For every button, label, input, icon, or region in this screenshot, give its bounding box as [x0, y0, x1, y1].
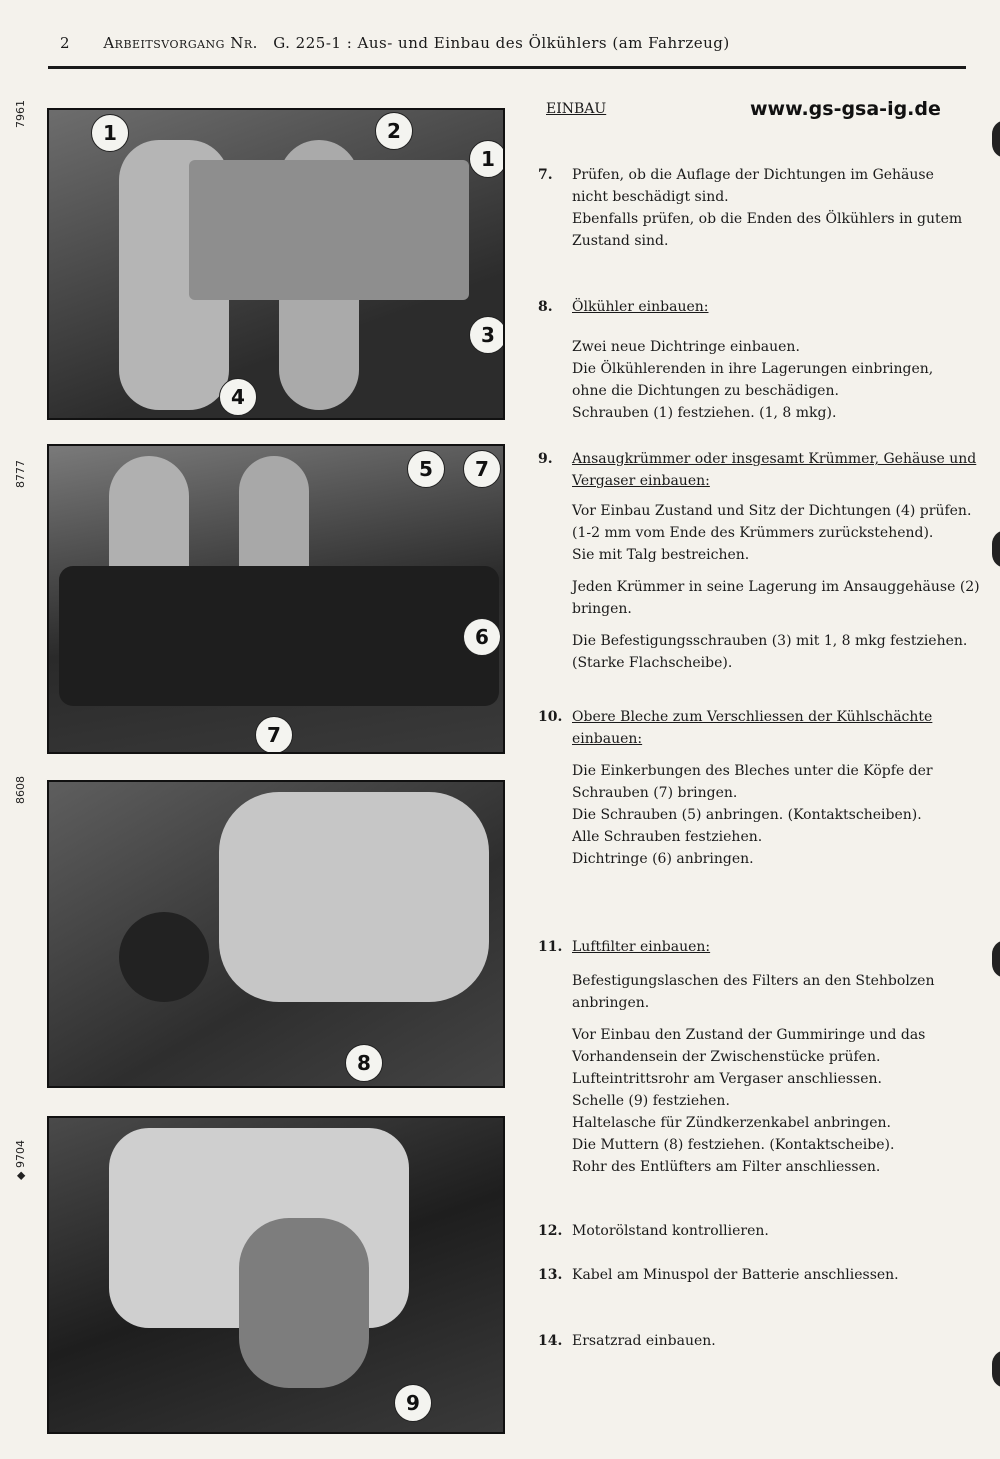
step-number: 13.: [538, 1267, 563, 1283]
callout: 6: [463, 618, 501, 656]
step-number: 14.: [538, 1333, 563, 1349]
step-item: [538, 448, 990, 684]
step-text: (1-2 mm vom Ende des Krümmers zurückstehend).: [572, 525, 934, 541]
callout: 9: [394, 1384, 432, 1422]
step-text: Die Schrauben (5) anbringen. (Kontaktscheiben).: [572, 807, 922, 823]
step-item: [538, 296, 990, 424]
photo-cooling-covers: [47, 444, 505, 754]
step-item: [538, 1330, 990, 1352]
step-text: Motorölstand kontrollieren.: [572, 1223, 769, 1239]
page-number: 2: [60, 34, 71, 52]
step-text: Ersatzrad einbauen.: [572, 1333, 716, 1349]
step-number: 9.: [538, 451, 553, 467]
photo-id: 8777: [14, 460, 27, 488]
step-text: (Starke Flachscheibe).: [572, 655, 733, 671]
step-text: Schrauben (1) festziehen. (1, 8 mkg).: [572, 405, 837, 421]
photo-id: ◆ 9704: [14, 1140, 27, 1180]
step-item: [538, 936, 990, 1188]
step-text: Lufteintrittsrohr am Vergaser anschliessen.: [572, 1071, 882, 1087]
callout: 7: [463, 450, 501, 488]
step-number: 12.: [538, 1223, 563, 1239]
site-url[interactable]: www.gs-gsa-ig.de: [750, 98, 941, 120]
step-title: Ölkühler einbauen:: [572, 299, 709, 315]
step-title: Ansaugkrümmer oder insgesamt Krümmer, Gehäuse und Vergaser einbauen:: [572, 451, 977, 489]
callout: 1: [469, 140, 505, 178]
step-item: [538, 164, 990, 252]
step-text: nicht beschädigt sind.: [572, 189, 729, 205]
step-title: Luftfilter einbauen:: [572, 939, 711, 955]
photo-air-filter: [47, 780, 505, 1088]
step-number: 7.: [538, 167, 553, 183]
callout: 8: [345, 1044, 383, 1082]
photo-id: 7961: [14, 100, 27, 128]
step-text: Zustand sind.: [572, 233, 669, 249]
step-text: Kabel am Minuspol der Batterie anschliessen.: [572, 1267, 899, 1283]
step-text: Vor Einbau den Zustand der Gummiringe und das: [572, 1027, 926, 1043]
step-text: Schelle (9) festziehen.: [572, 1093, 730, 1109]
step-text: anbringen.: [572, 995, 650, 1011]
step-text: ohne die Dichtungen zu beschädigen.: [572, 383, 839, 399]
step-text: Vorhandensein der Zwischenstücke prüfen.: [572, 1049, 881, 1065]
callout: 5: [407, 450, 445, 488]
operation-label: Arbeitsvorgang Nr.: [103, 34, 258, 52]
binder-hole: [992, 1350, 1000, 1388]
callout: 7: [255, 716, 293, 754]
step-item: [538, 706, 990, 870]
step-text: Die Befestigungsschrauben (3) mit 1, 8 mkg festziehen.: [572, 633, 968, 649]
step-text: Ebenfalls prüfen, ob die Enden des Ölkühlers in gutem: [572, 211, 963, 227]
step-item: [538, 1264, 990, 1286]
step-text: bringen.: [572, 601, 632, 617]
step-number: 11.: [538, 939, 563, 955]
operation-title: G. 225-1 : Aus- und Einbau des Ölkühlers (am Fahrzeug): [273, 34, 730, 52]
step-text: Vor Einbau Zustand und Sitz der Dichtungen (4) prüfen.: [572, 503, 972, 519]
section-title: EINBAU: [546, 101, 607, 117]
callout: 4: [219, 378, 257, 416]
callout: 2: [375, 112, 413, 150]
step-text: Die Muttern (8) festziehen. (Kontaktscheibe).: [572, 1137, 895, 1153]
step-text: Befestigungslaschen des Filters an den Stehbolzen: [572, 973, 935, 989]
step-item: [538, 1220, 990, 1242]
callout: 1: [91, 114, 129, 152]
photo-oil-cooler: [47, 108, 505, 420]
step-text: Haltelasche für Zündkerzenkabel anbringen.: [572, 1115, 891, 1131]
callout: 3: [469, 316, 505, 354]
step-text: Jeden Krümmer in seine Lagerung im Ansauggehäuse (2): [572, 579, 980, 595]
step-text: Schrauben (7) bringen.: [572, 785, 738, 801]
step-number: 8.: [538, 299, 553, 315]
step-text: Die Ölkühlerenden in ihre Lagerungen einbringen,: [572, 361, 934, 377]
step-text: Die Einkerbungen des Bleches unter die Köpfe der: [572, 763, 933, 779]
binder-hole: [992, 940, 1000, 978]
step-text: Zwei neue Dichtringe einbauen.: [572, 339, 800, 355]
binder-hole: [992, 120, 1000, 158]
step-text: Prüfen, ob die Auflage der Dichtungen im Gehäuse: [572, 167, 934, 183]
page-header: [60, 34, 730, 52]
step-title: Obere Bleche zum Verschliessen der Kühlschächte einbauen:: [572, 709, 933, 747]
header-rule: [48, 66, 966, 69]
step-text: Rohr des Entlüfters am Filter anschliessen.: [572, 1159, 881, 1175]
binder-hole: [992, 530, 1000, 568]
photo-intake-clamp: [47, 1116, 505, 1434]
step-text: Sie mit Talg bestreichen.: [572, 547, 750, 563]
step-text: Dichtringe (6) anbringen.: [572, 851, 754, 867]
step-text: Alle Schrauben festziehen.: [572, 829, 763, 845]
photo-id: 8608: [14, 776, 27, 804]
step-number: 10.: [538, 709, 563, 725]
